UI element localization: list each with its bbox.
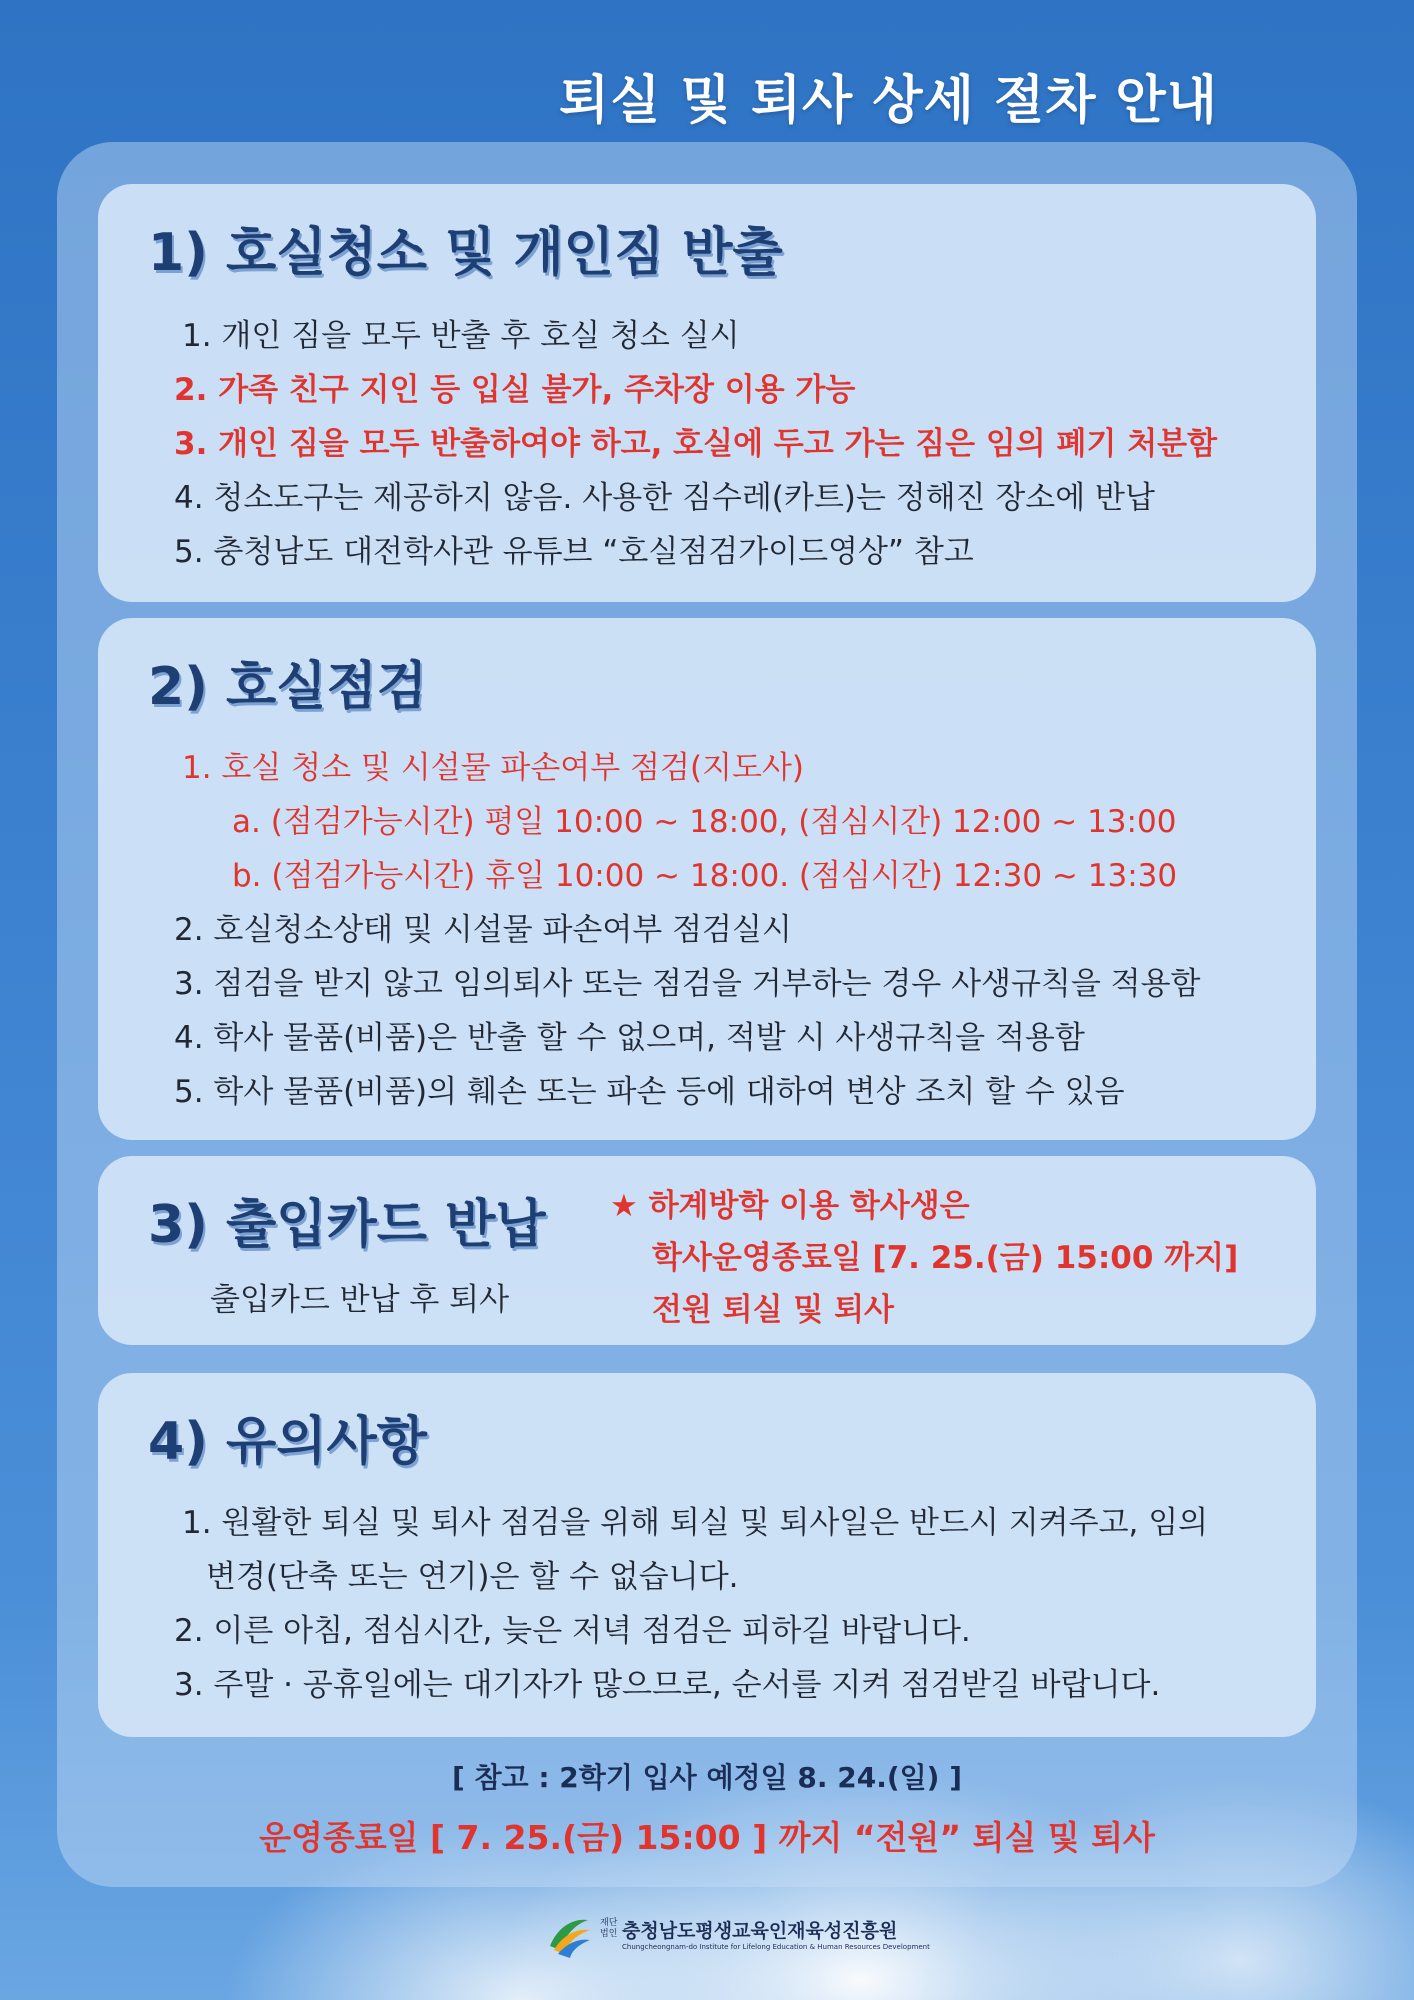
- list-item: b. (점검가능시간) 휴일 10:00 ~ 18:00. (점심시간) 12:30 ~ 13:30: [232, 858, 1178, 894]
- logo-name: 충청남도평생교육인재육성진흥원: [622, 1920, 898, 1942]
- section-room-cleaning: [98, 184, 1316, 602]
- logo-prefix: 재단 법인: [600, 1918, 618, 1939]
- organization-logo: [544, 1908, 930, 1964]
- logo-icon: [544, 1910, 594, 1960]
- list-item: 1. 호실 청소 및 시설물 파손여부 점검(지도사): [182, 750, 804, 786]
- section-heading: 4) 유의사항: [148, 1412, 427, 1472]
- notice-line: 학사운영종료일 [7. 25.(금) 15:00 까지]: [652, 1240, 1239, 1276]
- list-item: 2. 호실청소상태 및 시설물 파손여부 점검실시: [174, 912, 792, 948]
- list-item: 4. 청소도구는 제공하지 않음. 사용한 짐수레(카트)는 정해진 장소에 반납: [174, 480, 1155, 516]
- list-item: 3. 주말 · 공휴일에는 대기자가 많으므로, 순서를 지켜 점검받길 바랍니다.: [174, 1667, 1161, 1703]
- reference-note: [ 참고 : 2학기 입사 예정일 8. 24.(일) ]: [451, 1761, 963, 1794]
- list-item: 5. 학사 물품(비품)의 훼손 또는 파손 등에 대하여 변상 조치 할 수 있음: [174, 1074, 1125, 1110]
- list-item: a. (점검가능시간) 평일 10:00 ~ 18:00, (점심시간) 12:00 ~ 13:00: [232, 804, 1177, 840]
- section-card-return: [98, 1156, 1316, 1345]
- list-item: 2. 이른 아침, 점심시간, 늦은 저녁 점검은 피하길 바랍니다.: [174, 1613, 971, 1649]
- section-heading: 1) 호실청소 및 개인짐 반출: [148, 223, 783, 283]
- list-item: 출입카드 반납 후 퇴사: [210, 1282, 510, 1318]
- section-room-inspection: [98, 618, 1316, 1140]
- list-item: 1. 개인 짐을 모두 반출 후 호실 청소 실시: [182, 318, 740, 354]
- section-heading: 3) 출입카드 반납: [148, 1195, 546, 1255]
- list-item: 5. 충청남도 대전학사관 유튜브 “호실점검가이드영상” 참고: [174, 534, 974, 570]
- section-heading: 2) 호실점검: [148, 657, 427, 717]
- list-item: 2. 가족 친구 지인 등 입실 불가, 주차장 이용 가능: [174, 372, 856, 408]
- section-precautions: [98, 1373, 1316, 1737]
- list-item: 변경(단축 또는 연기)은 할 수 없습니다.: [206, 1559, 739, 1595]
- page-title: 퇴실 및 퇴사 상세 절차 안내: [558, 71, 1218, 131]
- list-item: 4. 학사 물품(비품)은 반출 할 수 없으며, 적발 시 사생규칙을 적용함: [174, 1020, 1085, 1056]
- logo-english: Chungcheongnam-do Institute for Lifelong Education & Human Resources Development: [622, 1943, 930, 1951]
- list-item: 3. 점검을 받지 않고 임의퇴사 또는 점검을 거부하는 경우 사생규칙을 적용함: [174, 966, 1201, 1002]
- list-item: 3. 개인 짐을 모두 반출하여야 하고, 호실에 두고 가는 짐은 임의 폐기 처분함: [174, 426, 1218, 462]
- notice-line: 전원 퇴실 및 퇴사: [652, 1292, 894, 1328]
- notice-line: ★ 하계방학 이용 학사생은: [610, 1188, 970, 1224]
- list-item: 1. 원활한 퇴실 및 퇴사 점검을 위해 퇴실 및 퇴사일은 반드시 지켜주고, 임의: [182, 1505, 1209, 1541]
- final-deadline: 운영종료일 [ 7. 25.(금) 15:00 ] 까지 “전원” 퇴실 및 퇴사: [259, 1818, 1155, 1857]
